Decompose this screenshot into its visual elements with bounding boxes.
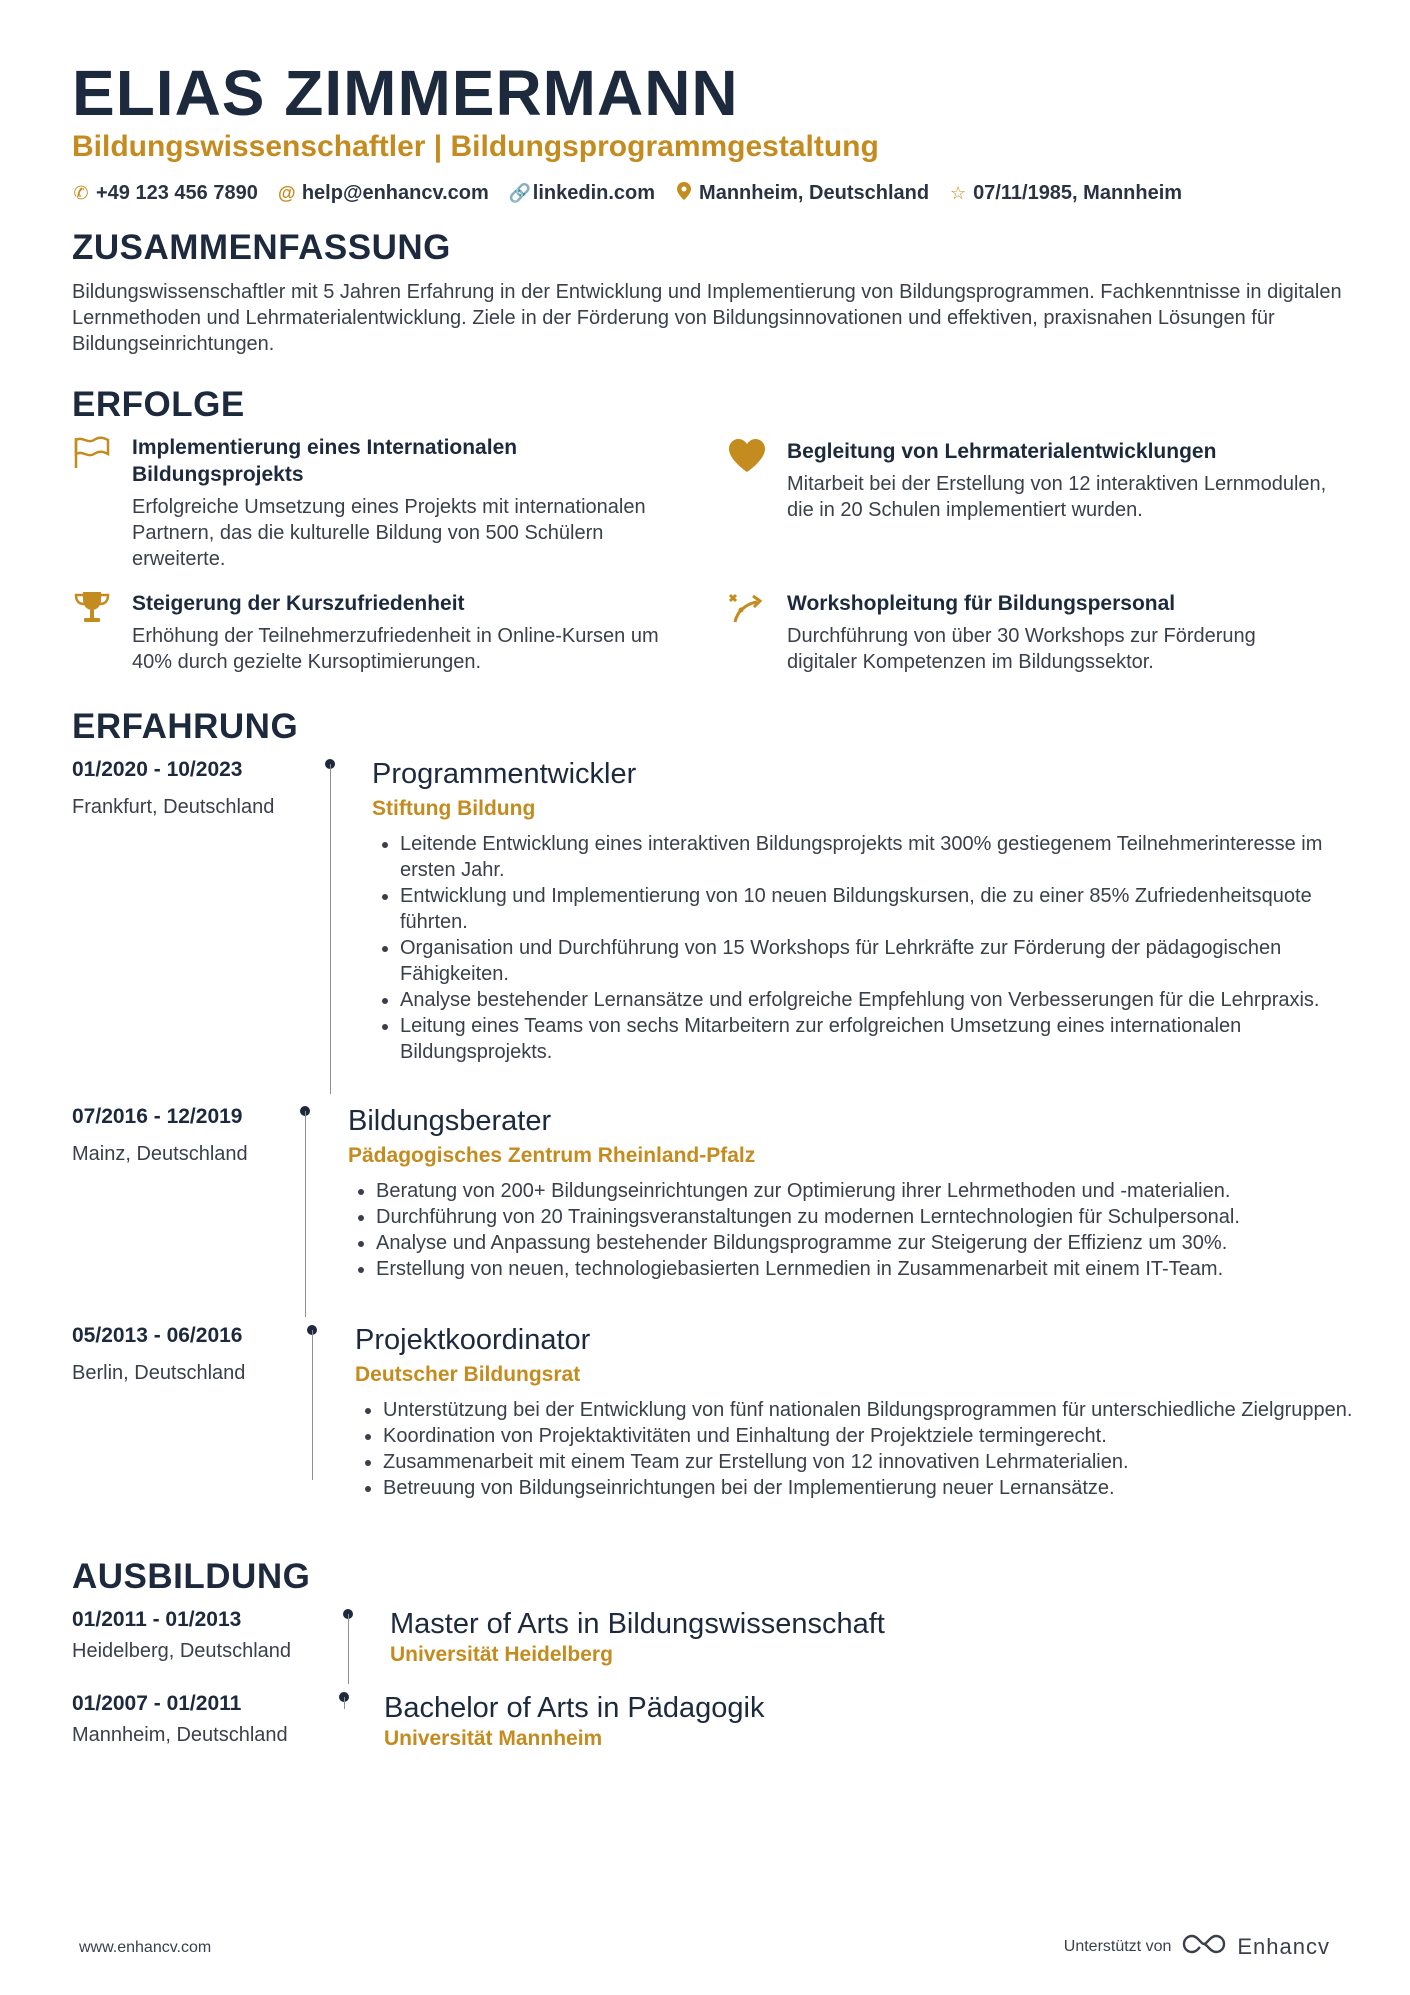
education-school: Universität Mannheim — [384, 1727, 603, 1750]
experience-bullets — [355, 1397, 1355, 1501]
experience-location: Frankfurt, Deutschland — [72, 796, 275, 818]
experience-bullets — [372, 831, 1372, 1065]
contact-phone-text: +49 123 456 7890 — [96, 182, 258, 204]
experience-bullets — [348, 1178, 1348, 1282]
timeline-line — [348, 1614, 349, 1684]
heart-icon — [727, 438, 767, 478]
candidate-title: Bildungswissenschaftler | Bildungsprogrammgestaltung — [72, 130, 879, 163]
achievement-desc: Erhöhung der Teilnehmerzufriedenheit in Online-Kursen um 40% durch gezielte Kursoptimierungen. — [132, 625, 659, 673]
experience-company[interactable]: Stiftung Bildung — [372, 797, 536, 820]
experience-meta — [72, 1105, 322, 1166]
achievement-desc: Durchführung von über 30 Workshops zur Förderung digitaler Kompetenzen im Bildungssektor. — [787, 625, 1256, 673]
experience-date: 07/2016 - 12/2019 — [72, 1105, 243, 1128]
bullet-item: • Zusammenarbeit mit einem Team zur Erstellung von 12 innovativen Lehrmaterialien. — [383, 1449, 1355, 1475]
experience-item — [372, 758, 1372, 1065]
education-meta — [72, 1608, 322, 1663]
experience-company[interactable]: Deutscher Bildungsrat — [355, 1363, 581, 1386]
experience-role: Projektkoordinator — [355, 1324, 591, 1356]
contact-linkedin[interactable] — [509, 182, 655, 205]
achievement-item — [727, 438, 1327, 523]
achievement-desc: Mitarbeit bei der Erstellung von 12 interaktiven Lernmodulen, die in 20 Schulen implementiert wurden. — [787, 473, 1327, 521]
experience-role: Programmentwickler — [372, 758, 637, 790]
flag-icon — [72, 434, 112, 474]
education-degree: Master of Arts in Bildungswissenschaft — [390, 1608, 885, 1640]
timeline-line — [330, 764, 331, 1094]
contact-birth-text: 07/11/1985, Mannheim — [973, 182, 1183, 204]
education-school: Universität Heidelberg — [390, 1643, 613, 1666]
education-item — [390, 1608, 1290, 1667]
achievement-title: Implementierung eines Internationalen Bildungsprojekts — [132, 436, 518, 486]
contact-bar — [72, 182, 1182, 205]
phone-icon: ✆ — [73, 183, 89, 203]
trophy-icon — [72, 590, 112, 630]
timeline-line — [344, 1697, 345, 1709]
achievement-item — [72, 590, 672, 675]
summary-text: Bildungswissenschaftler mit 5 Jahren Erfahrung in der Entwicklung und Implementierung von Bildungsprogrammen. Fachkenntnisse in digitalen Lernmethoden und Lehrmaterialentwicklung. Ziele in der Förderung von Bildungsinnovationen und effektiven, praxisnahen Lösungen für Bildungseinrichtungen. — [72, 281, 1342, 355]
candidate-name: ELIAS ZIMMERMANN — [72, 57, 739, 129]
bullet-item: • Erstellung von neuen, technologiebasierten Lernmedien in Zusammenarbeit mit einem IT-Team. — [376, 1256, 1348, 1282]
footer-branding — [1064, 1932, 1330, 1961]
experience-role: Bildungsberater — [348, 1105, 552, 1137]
experience-meta — [72, 1324, 322, 1385]
enhancv-logo-icon — [1181, 1932, 1227, 1961]
education-location: Mannheim, Deutschland — [72, 1724, 288, 1746]
education-meta — [72, 1692, 322, 1747]
experience-company[interactable]: Pädagogisches Zentrum Rheinland-Pfalz — [348, 1144, 756, 1167]
education-date: 01/2007 - 01/2011 — [72, 1692, 242, 1715]
education-heading: AUSBILDUNG — [72, 1557, 311, 1596]
education-degree: Bachelor of Arts in Pädagogik — [384, 1692, 765, 1724]
contact-email-text: help@enhancv.com — [301, 182, 489, 204]
experience-item — [355, 1324, 1355, 1501]
experience-heading: ERFAHRUNG — [72, 707, 299, 746]
education-location: Heidelberg, Deutschland — [72, 1640, 292, 1662]
achievement-desc: Erfolgreiche Umsetzung eines Projekts mit internationalen Partnern, das die kulturelle Bildung von 500 Schülern erweiterte. — [132, 496, 646, 570]
bullet-item: • Organisation und Durchführung von 15 Workshops für Lehrkräfte zur Förderung der pädagogischen Fähigkeiten. — [400, 935, 1372, 987]
achievement-item — [727, 590, 1327, 675]
experience-date: 01/2020 - 10/2023 — [72, 758, 243, 781]
at-icon: @ — [278, 183, 296, 203]
footer-website[interactable]: www.enhancv.com — [79, 1939, 212, 1956]
contact-birth — [949, 182, 1182, 205]
bullet-item: • Analyse und Anpassung bestehender Bildungsprogramme zur Steigerung der Effizienz um 30%. — [376, 1230, 1348, 1256]
education-date: 01/2011 - 01/2013 — [72, 1608, 242, 1631]
bullet-item: • Unterstützung bei der Entwicklung von fünf nationalen Bildungsprogrammen für unterschiedliche Zielgruppen. — [383, 1397, 1355, 1423]
contact-location — [675, 182, 929, 205]
bullet-item: • Durchführung von 20 Trainingsveranstaltungen zu modernen Lerntechnologien für Schulpersonal. — [376, 1204, 1348, 1230]
powered-by-label: Unterstützt von — [1063, 1937, 1172, 1955]
timeline-line — [305, 1111, 306, 1317]
timeline-line — [312, 1330, 313, 1480]
experience-date: 05/2013 - 06/2016 — [72, 1324, 243, 1347]
experience-location: Mainz, Deutschland — [72, 1143, 248, 1165]
bullet-item: • Entwicklung und Implementierung von 10 neuen Bildungskursen, die zu einer 85% Zufriedenheitsquote führten. — [400, 883, 1372, 935]
bullet-item: • Analyse bestehender Lernansätze und erfolgreiche Empfehlung von Verbesserungen für die Lehrpraxis. — [400, 987, 1372, 1013]
bullet-item: • Leitung eines Teams von sechs Mitarbeitern zur erfolgreichen Umsetzung eines internationalen Bildungsprojekts. — [400, 1013, 1372, 1065]
summary-heading: ZUSAMMENFASSUNG — [72, 228, 451, 267]
brand-name: Enhancv — [1237, 1933, 1330, 1959]
achievement-title: Workshopleitung für Bildungspersonal — [787, 592, 1176, 615]
experience-item — [348, 1105, 1348, 1282]
bullet-item: • Koordination von Projektaktivitäten und Einhaltung der Projektziele termingerecht. — [383, 1423, 1355, 1449]
experience-location: Berlin, Deutschland — [72, 1362, 246, 1384]
achievement-item — [72, 434, 672, 572]
location-pin-icon — [675, 182, 693, 205]
achievement-title: Begleitung von Lehrmaterialentwicklungen — [787, 440, 1217, 463]
achievement-title: Steigerung der Kurszufriedenheit — [132, 592, 465, 615]
contact-email[interactable] — [278, 182, 489, 205]
experience-meta — [72, 758, 322, 819]
education-item — [384, 1692, 1284, 1751]
link-icon: 🔗 — [508, 183, 532, 203]
contact-linkedin-text: linkedin.com — [532, 182, 656, 204]
contact-location-text: Mannheim, Deutschland — [699, 182, 930, 204]
bullet-item: • Betreuung von Bildungseinrichtungen bei der Implementierung neuer Lernansätze. — [383, 1475, 1355, 1501]
strategy-icon — [727, 590, 767, 630]
bullet-item: • Beratung von 200+ Bildungseinrichtungen zur Optimierung ihrer Lehrmethoden und -materialien. — [376, 1178, 1348, 1204]
bullet-item: • Leitende Entwicklung eines interaktiven Bildungsprojekts mit 300% gestiegenem Teilnehmerinteresse im ersten Jahr. — [400, 831, 1372, 883]
achievements-heading: ERFOLGE — [72, 385, 245, 424]
contact-phone[interactable] — [72, 182, 258, 205]
star-icon: ☆ — [949, 183, 967, 203]
